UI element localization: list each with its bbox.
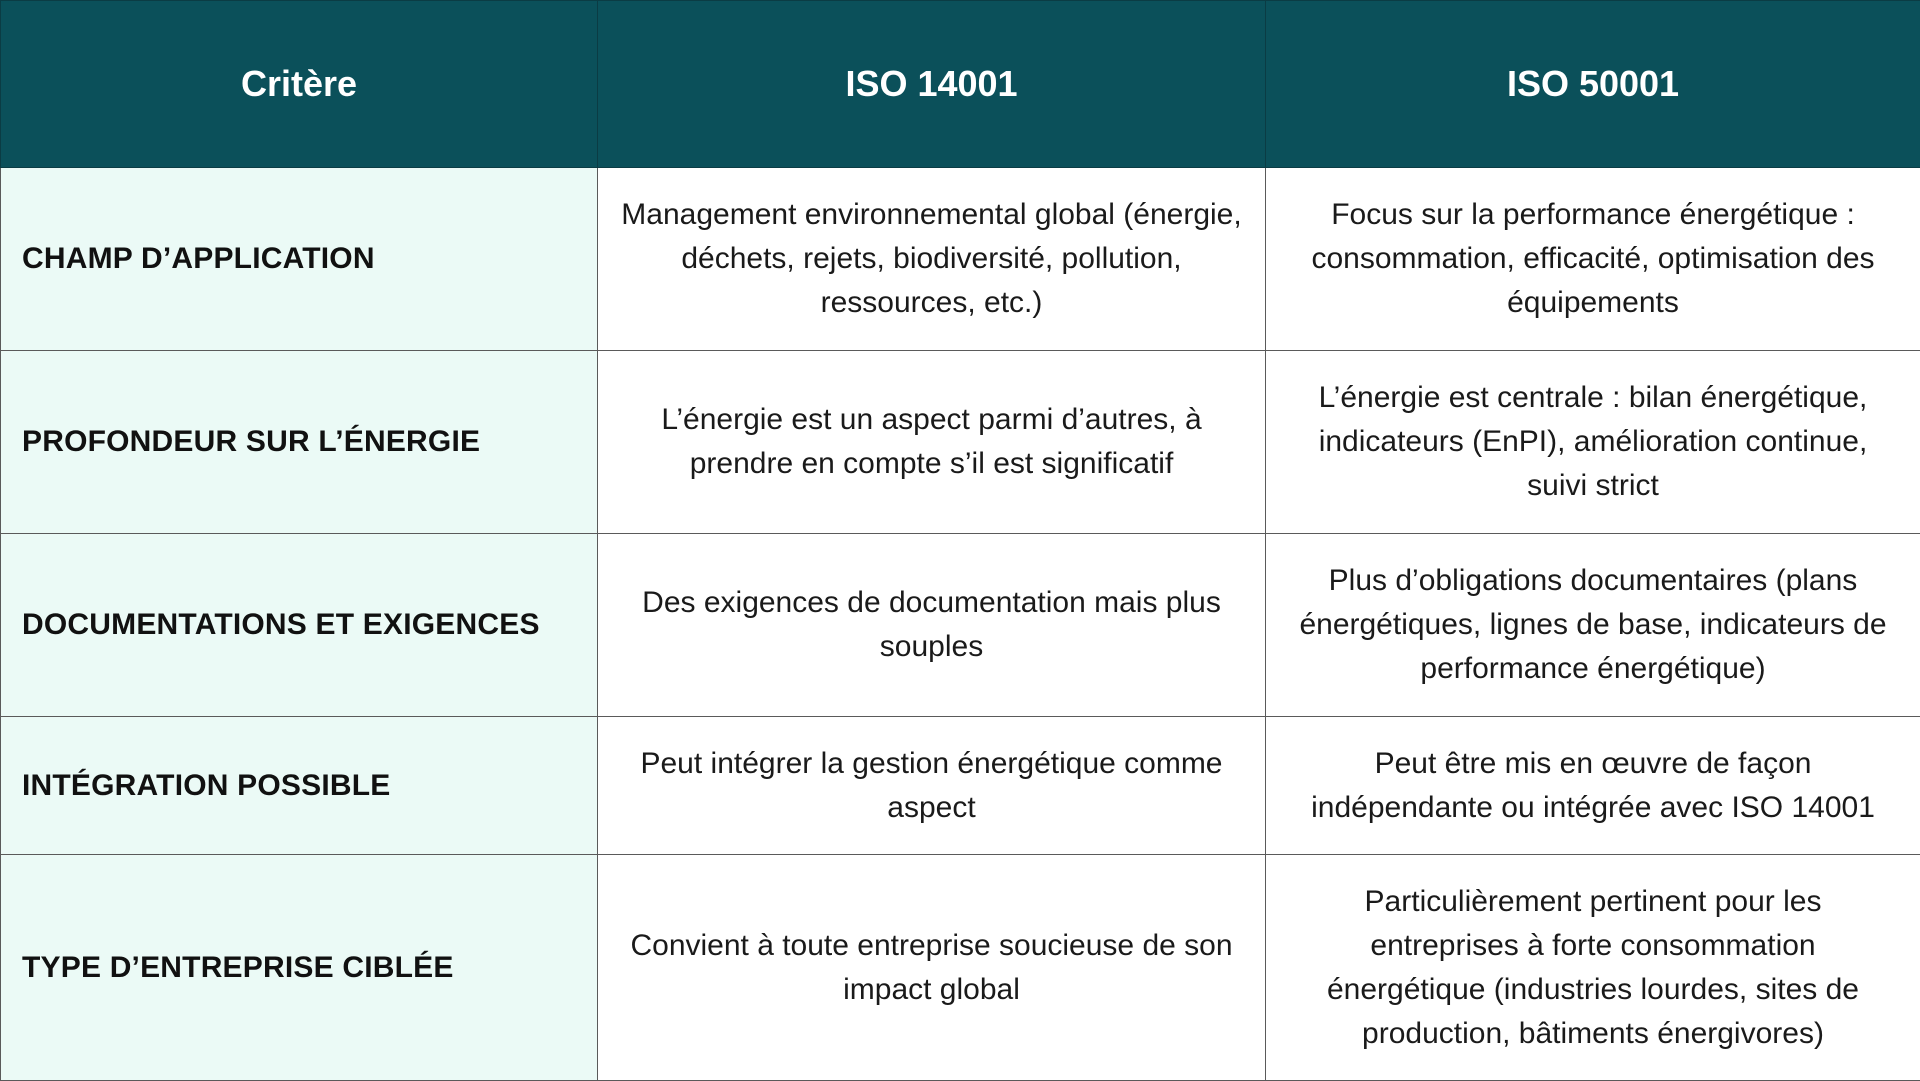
table-row [1,351,1920,534]
header-iso-50001: ISO 50001 [1266,1,1920,168]
criteria-cell: PROFONDEUR SUR L’ÉNERGIE [1,351,598,534]
iso-50001-cell: Peut être mis en œuvre de façon indépendante ou intégrée avec ISO 14001 [1266,717,1920,855]
table-header-row [1,1,1920,168]
table-row [1,534,1920,717]
iso-14001-cell: Convient à toute entreprise soucieuse de son impact global [598,855,1266,1081]
table-row [1,168,1920,351]
table-row [1,717,1920,855]
iso-50001-cell: Plus d’obligations documentaires (plans énergétiques, lignes de base, indicateurs de performance énergétique) [1266,534,1920,717]
criteria-cell: TYPE D’ENTREPRISE CIBLÉE [1,855,598,1081]
header-criteria: Critère [1,1,598,168]
iso-50001-cell: L’énergie est centrale : bilan énergétique, indicateurs (EnPI), amélioration continue, suivi strict [1266,351,1920,534]
criteria-cell: CHAMP D’APPLICATION [1,168,598,351]
iso-50001-cell: Focus sur la performance énergétique : consommation, efficacité, optimisation des équipements [1266,168,1920,351]
iso-14001-cell: Des exigences de documentation mais plus souples [598,534,1266,717]
criteria-cell: DOCUMENTATIONS ET EXIGENCES [1,534,598,717]
iso-14001-cell: Management environnemental global (énergie, déchets, rejets, biodiversité, pollution, ressources, etc.) [598,168,1266,351]
criteria-cell: INTÉGRATION POSSIBLE [1,717,598,855]
iso-50001-cell: Particulièrement pertinent pour les entreprises à forte consommation énergétique (industries lourdes, sites de production, bâtiments énergivores) [1266,855,1920,1081]
iso-14001-cell: Peut intégrer la gestion énergétique comme aspect [598,717,1266,855]
iso-14001-cell: L’énergie est un aspect parmi d’autres, à prendre en compte s’il est significatif [598,351,1266,534]
header-iso-14001: ISO 14001 [598,1,1266,168]
table-row [1,855,1920,1081]
